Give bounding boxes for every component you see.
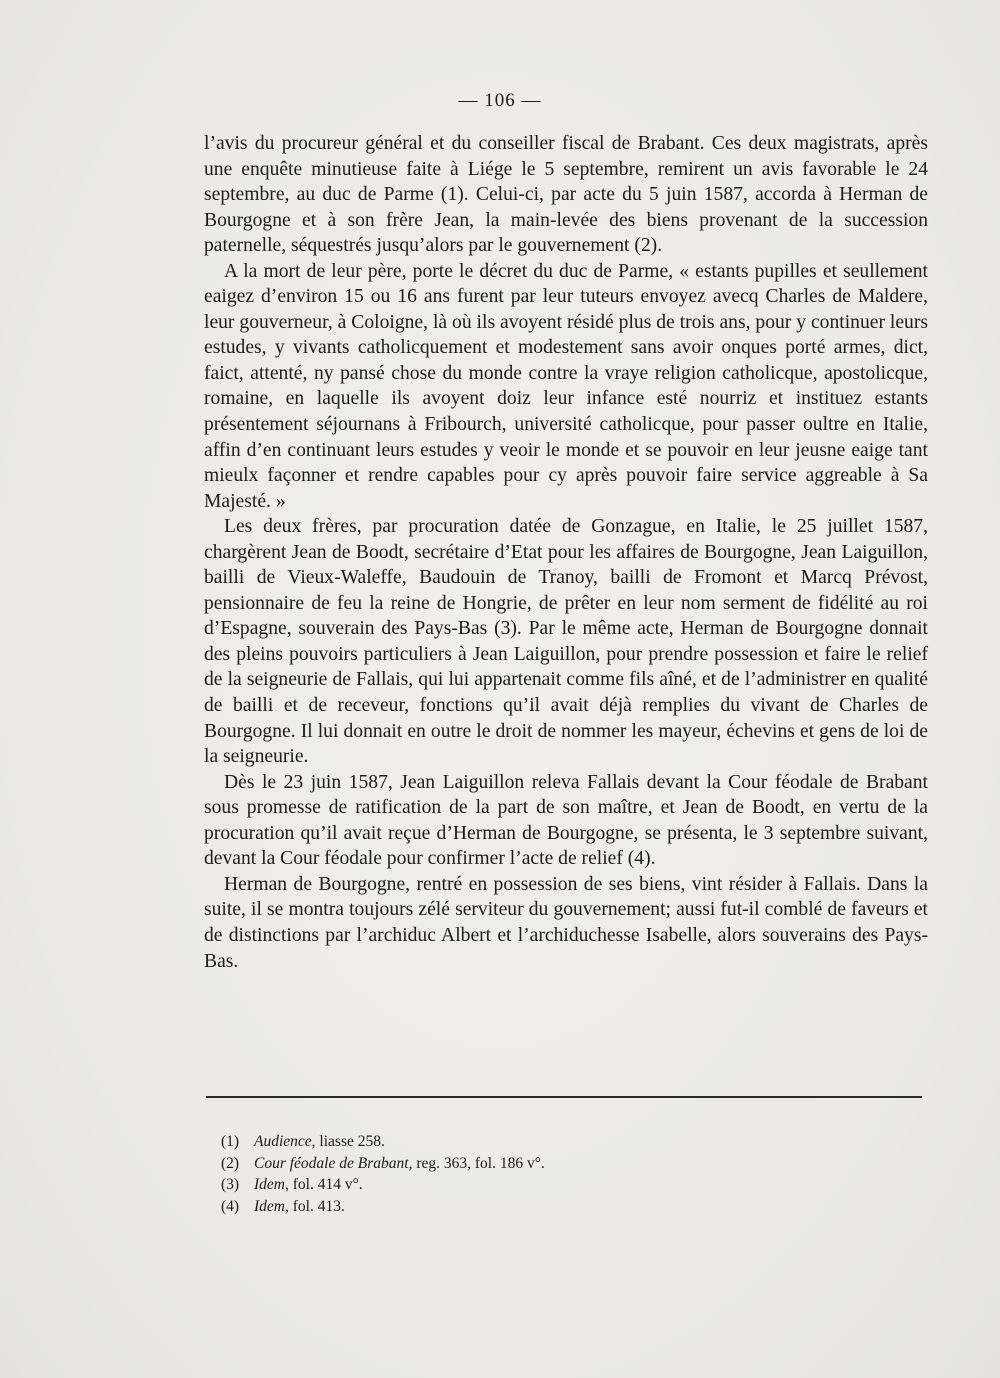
footnote-1 <box>221 1131 861 1153</box>
footnote-source: Idem <box>254 1197 285 1215</box>
footnote-source: Cour féodale de Brabant <box>254 1154 409 1172</box>
page-number: — 106 — <box>458 90 542 111</box>
paragraph-4: Dès le 23 juin 1587, Jean Laiguillon releva Fallais devant la Cour féodale de Brabant sous promesse de ratification de la part de son maître, et Jean de Boodt, en vertu de la procuration qu’il avait reçue d’Herman de Bourgogne, se présenta, le 3 septembre suivant, devant la Cour féodale pour confirmer l’acte de relief (4). <box>204 771 928 870</box>
footnote-number: (4) <box>221 1197 240 1215</box>
footnote-reference: , fol. 414 v°. <box>285 1176 363 1193</box>
footnote-reference: , liasse 258. <box>311 1133 385 1150</box>
paragraph-1: l’avis du procureur général et du conseiller fiscal de Brabant. Ces deux magistrats, après une enquête minutieuse faite à Liége le 5 septembre, remirent un avis favorable le 24 septembre, au duc de Parme (1). Celui-ci, par acte du 5 juin 1587, accorda à Herman de Bourgogne et à son frère Jean, la main-levée des biens provenant de la succession paternelle, séquestrés jusqu’alors par le gouvernement (2). <box>204 133 928 257</box>
footnote-number: (3) <box>221 1176 240 1193</box>
footnotes <box>221 1131 861 1217</box>
footnote-separator <box>206 1096 922 1098</box>
main-text <box>204 131 928 974</box>
footnote-number: (1) <box>221 1133 240 1150</box>
paragraph-5: Herman de Bourgogne, rentré en possession de ses biens, vint résider à Fallais. Dans la suite, il se montra toujours zélé serviteur du gouvernement; aussi fut-il comblé de faveurs et de distinctions par l’archiduc Albert et l’archiduchesse Isabelle, alors souverains des Pays-Bas. <box>204 873 928 972</box>
footnote-source: Audience <box>254 1133 312 1150</box>
paragraph-3: Les deux frères, par procuration datée de Gonzague, en Italie, le 25 juillet 1587, chargèrent Jean de Boodt, secrétaire d’Etat pour les affaires de Bourgogne, Jean Laiguillon, bailli de Vieux-Waleffe, Baudouin de Tranoy, bailli de Fromont et Marcq Prévost, pensionnaire de feu la reine de Hongrie, de prêter en leur nom serment de fidélité au roi d’Espagne, souverain des Pays-Bas (3). Par le même acte, Herman de Bourgogne donnait des pleins pouvoirs particuliers à Jean Laiguillon, pour prendre possession et faire le relief de la seigneurie de Fallais, qui lui appartenait comme fils aîné, et de l’administrer en qualité de bailli et de receveur, fonctions qu’il avait déjà remplies du vivant de Charles de Bourgogne. Il lui donnait en outre le droit de nommer les mayeur, échevins et gens de loi de la seigneurie. <box>204 516 928 768</box>
footnote-3 <box>221 1174 861 1196</box>
footnote-number: (2) <box>221 1154 240 1172</box>
footnote-2 <box>221 1153 861 1175</box>
footnote-reference: , fol. 413. <box>285 1197 345 1215</box>
footnote-reference: , reg. 363, fol. 186 v°. <box>408 1154 545 1172</box>
paragraph-2: A la mort de leur père, porte le décret du duc de Parme, « estants pupilles et seullement eaigez d’environ 15 ou 16 ans furent par leur tuteurs envoyez avecq Charles de Maldere, leur gouverneur, à Coloigne, là où ils avoyent résidé plus de trois ans, pour y continuer leurs estudes, y vivants catholicquement et modestement sans avoir onques porté armes, dict, faict, attenté, ny pansé chose du monde contre la vraye religion catholicque, apostolicque, romaine, en laquelle ils avoyent doiz leur infance esté nourriz et instituez estants présentement séjournans à Fribourch, université catholicque, pour passer oultre en Italie, affin d’en continuant leurs estudes y veoir le monde et se pouvoir en leur jeusne eaige tant mieulx façonner et rendre capables pour cy après pouvoir faire service aggreable à Sa Majesté. » <box>204 260 928 512</box>
footnote-4 <box>221 1196 861 1218</box>
footnote-source: Idem <box>254 1176 285 1193</box>
